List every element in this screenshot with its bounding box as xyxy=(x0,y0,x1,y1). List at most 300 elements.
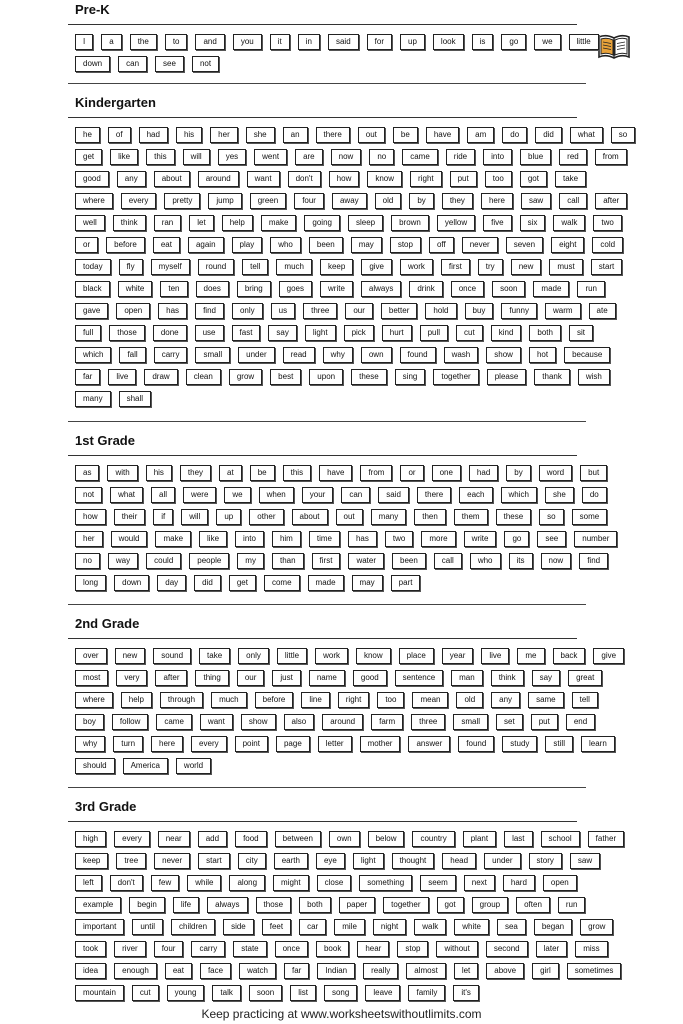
section-divider xyxy=(68,421,586,422)
word-box: live xyxy=(108,369,136,385)
word-rows xyxy=(75,34,591,78)
word-box: gave xyxy=(75,303,108,319)
word-box: get xyxy=(229,575,256,591)
word-box: for xyxy=(367,34,392,50)
word-box: can xyxy=(118,56,147,72)
word-box: cut xyxy=(132,985,159,1001)
word-box: set xyxy=(496,714,523,730)
word-box: don't xyxy=(288,171,321,187)
title-rule xyxy=(68,821,577,822)
word-box: along xyxy=(229,875,265,891)
word-box: us xyxy=(271,303,295,319)
word-box: after xyxy=(595,193,627,209)
word-box: stop xyxy=(390,237,421,253)
word-box: three xyxy=(411,714,445,730)
word-box: came xyxy=(156,714,192,730)
word-row xyxy=(75,347,603,369)
word-box: saw xyxy=(570,853,600,869)
word-box: look xyxy=(433,34,464,50)
word-box: last xyxy=(504,831,532,847)
word-box: much xyxy=(276,259,312,275)
word-box: here xyxy=(151,736,183,752)
word-box: these xyxy=(351,369,387,385)
word-box: family xyxy=(408,985,445,1001)
word-box: mother xyxy=(360,736,401,752)
word-box: people xyxy=(189,553,229,569)
word-box: said xyxy=(328,34,359,50)
word-box: why xyxy=(75,736,105,752)
word-row xyxy=(75,875,585,897)
word-box: white xyxy=(118,281,153,297)
word-box: did xyxy=(535,127,562,143)
word-box: blue xyxy=(520,149,551,165)
word-box: upon xyxy=(309,369,343,385)
word-box: there xyxy=(316,127,350,143)
word-box: above xyxy=(486,963,524,979)
word-box: made xyxy=(308,575,344,591)
word-box: well xyxy=(75,215,105,231)
word-row xyxy=(75,553,601,575)
word-box: keep xyxy=(320,259,353,275)
word-box: sound xyxy=(153,648,191,664)
word-box: make xyxy=(155,531,191,547)
word-box: from xyxy=(595,149,627,165)
word-box: other xyxy=(249,509,283,525)
word-box: under xyxy=(484,853,520,869)
word-box: never xyxy=(154,853,190,869)
word-box: how xyxy=(75,509,106,525)
word-box: open xyxy=(116,303,150,319)
word-box: do xyxy=(502,127,527,143)
word-box: state xyxy=(233,941,266,957)
word-box: fast xyxy=(232,325,261,341)
word-box: into xyxy=(235,531,264,547)
word-box: around xyxy=(198,171,239,187)
word-box: point xyxy=(235,736,268,752)
word-box: both xyxy=(529,325,561,341)
word-box: earth xyxy=(274,853,308,869)
word-box: want xyxy=(247,171,280,187)
word-box: bring xyxy=(237,281,271,297)
word-box: have xyxy=(319,465,352,481)
word-box: very xyxy=(116,670,147,686)
word-box: put xyxy=(531,714,558,730)
word-box: watch xyxy=(239,963,276,979)
word-box: away xyxy=(332,193,367,209)
word-box: end xyxy=(566,714,595,730)
word-rows xyxy=(75,648,617,780)
word-box: few xyxy=(151,875,179,891)
word-box: hold xyxy=(425,303,456,319)
word-box: am xyxy=(467,127,494,143)
word-box: book xyxy=(316,941,349,957)
word-box: between xyxy=(275,831,321,847)
word-box: enough xyxy=(114,963,157,979)
word-row xyxy=(75,531,610,553)
word-box: far xyxy=(284,963,309,979)
word-box: soon xyxy=(249,985,282,1001)
word-box: grow xyxy=(580,919,613,935)
word-box: red xyxy=(559,149,587,165)
word-box: good xyxy=(353,670,387,686)
word-box: would xyxy=(111,531,148,547)
word-box: so xyxy=(539,509,563,525)
word-box: of xyxy=(108,127,131,143)
word-box: time xyxy=(309,531,340,547)
word-box: must xyxy=(549,259,582,275)
word-box: had xyxy=(139,127,168,143)
word-box: see xyxy=(537,531,566,547)
word-box: thought xyxy=(392,853,435,869)
word-box: every xyxy=(121,193,157,209)
word-box: their xyxy=(114,509,146,525)
word-box: side xyxy=(223,919,254,935)
word-row xyxy=(75,919,606,941)
word-box: sing xyxy=(395,369,426,385)
word-box: give xyxy=(593,648,624,664)
word-box: who xyxy=(470,553,501,569)
word-box: took xyxy=(75,941,106,957)
word-box: which xyxy=(75,347,111,363)
word-box: kind xyxy=(491,325,522,341)
open-book-icon xyxy=(596,30,632,62)
section-title: 2nd Grade xyxy=(75,616,140,631)
word-box: run xyxy=(577,281,605,297)
word-box: young xyxy=(167,985,205,1001)
word-box: near xyxy=(158,831,190,847)
word-box: four xyxy=(294,193,324,209)
word-box: were xyxy=(183,487,216,503)
word-box: at xyxy=(219,465,242,481)
word-box: mountain xyxy=(75,985,124,1001)
word-box: by xyxy=(506,465,530,481)
word-box: got xyxy=(437,897,464,913)
word-row xyxy=(75,259,615,281)
word-box: than xyxy=(272,553,304,569)
word-box: little xyxy=(569,34,599,50)
word-box: more xyxy=(421,531,455,547)
word-box: farm xyxy=(371,714,403,730)
word-box: out xyxy=(358,127,385,143)
word-box: great xyxy=(568,670,602,686)
word-row xyxy=(75,736,607,758)
word-box: head xyxy=(442,853,476,869)
word-box: if xyxy=(153,509,173,525)
word-box: just xyxy=(272,670,300,686)
word-box: man xyxy=(451,670,483,686)
word-box: which xyxy=(501,487,537,503)
word-row xyxy=(75,281,597,303)
word-box: began xyxy=(534,919,572,935)
word-box: where xyxy=(75,193,113,209)
word-box: our xyxy=(345,303,373,319)
word-box: they xyxy=(180,465,211,481)
word-box: see xyxy=(155,56,184,72)
word-box: and xyxy=(195,34,224,50)
word-row xyxy=(75,465,600,487)
word-box: small xyxy=(453,714,488,730)
word-box: think xyxy=(113,215,146,231)
word-box: him xyxy=(272,531,301,547)
word-row xyxy=(75,56,585,78)
word-box: talk xyxy=(212,985,240,1001)
word-box: put xyxy=(450,171,477,187)
word-row xyxy=(75,941,600,963)
word-box: what xyxy=(570,127,603,143)
word-box: not xyxy=(192,56,219,72)
word-box: my xyxy=(237,553,264,569)
section-divider xyxy=(68,787,586,788)
word-box: be xyxy=(393,127,418,143)
word-box: the xyxy=(130,34,157,50)
word-box: learn xyxy=(581,736,615,752)
word-row xyxy=(75,215,614,237)
word-box: he xyxy=(75,127,100,143)
word-box: black xyxy=(75,281,110,297)
word-box: now xyxy=(541,553,572,569)
word-box: she xyxy=(246,127,275,143)
word-box: pull xyxy=(420,325,448,341)
word-box: many xyxy=(75,391,111,407)
word-box: help xyxy=(121,692,152,708)
word-box: green xyxy=(250,193,286,209)
word-box: left xyxy=(75,875,102,891)
word-box: how xyxy=(329,171,360,187)
word-box: always xyxy=(207,897,247,913)
word-box: fall xyxy=(119,347,145,363)
word-box: so xyxy=(611,127,635,143)
word-box: hear xyxy=(357,941,389,957)
word-box: new xyxy=(115,648,146,664)
word-box: six xyxy=(520,215,546,231)
word-box: own xyxy=(361,347,392,363)
word-box: think xyxy=(491,670,524,686)
word-box: school xyxy=(541,831,580,847)
word-box: once xyxy=(451,281,484,297)
word-box: really xyxy=(363,963,398,979)
word-box: once xyxy=(275,941,308,957)
word-box: old xyxy=(375,193,402,209)
word-box: always xyxy=(361,281,401,297)
word-box: show xyxy=(241,714,276,730)
word-box: when xyxy=(259,487,294,503)
word-box: wish xyxy=(578,369,610,385)
word-box: an xyxy=(283,127,308,143)
word-box: eight xyxy=(551,237,584,253)
word-box: yes xyxy=(218,149,246,165)
word-box: year xyxy=(442,648,474,664)
word-box: saw xyxy=(521,193,551,209)
word-box: name xyxy=(309,670,345,686)
word-box: a xyxy=(101,34,121,50)
word-box: may xyxy=(351,237,382,253)
word-box: our xyxy=(237,670,265,686)
word-box: be xyxy=(250,465,275,481)
word-box: back xyxy=(553,648,586,664)
word-box: mile xyxy=(334,919,365,935)
word-box: feet xyxy=(262,919,291,935)
word-box: found xyxy=(458,736,494,752)
word-box: pick xyxy=(344,325,374,341)
word-box: follow xyxy=(112,714,148,730)
word-row xyxy=(75,648,617,670)
word-box: use xyxy=(195,325,224,341)
word-box: number xyxy=(574,531,617,547)
word-row xyxy=(75,897,585,919)
word-box: car xyxy=(299,919,326,935)
word-box: important xyxy=(75,919,124,935)
word-box: it's xyxy=(453,985,479,1001)
word-box: are xyxy=(295,149,323,165)
word-box: city xyxy=(238,853,266,869)
word-box: high xyxy=(75,831,106,847)
word-box: like xyxy=(199,531,227,547)
word-box: write xyxy=(320,281,353,297)
word-box: in xyxy=(298,34,320,50)
word-box: now xyxy=(331,149,362,165)
word-row xyxy=(75,127,628,149)
word-box: find xyxy=(195,303,224,319)
word-box: some xyxy=(572,509,608,525)
word-box: America xyxy=(123,758,168,774)
word-rows xyxy=(75,465,610,597)
word-box: up xyxy=(216,509,241,525)
word-box: help xyxy=(222,215,253,231)
word-box: idea xyxy=(75,963,106,979)
word-box: night xyxy=(373,919,406,935)
word-box: two xyxy=(593,215,621,231)
word-box: way xyxy=(108,553,138,569)
word-row xyxy=(75,853,593,875)
word-box: long xyxy=(75,575,106,591)
word-box: where xyxy=(75,692,113,708)
word-box: she xyxy=(545,487,574,503)
word-box: later xyxy=(536,941,568,957)
word-box: sleep xyxy=(348,215,383,231)
word-box: too xyxy=(485,171,512,187)
title-rule xyxy=(68,455,577,456)
word-box: has xyxy=(348,531,377,547)
word-box: stop xyxy=(397,941,428,957)
word-box: next xyxy=(464,875,495,891)
word-box: hard xyxy=(503,875,535,891)
word-box: song xyxy=(324,985,357,1001)
word-box: it xyxy=(270,34,290,50)
word-box: has xyxy=(158,303,187,319)
word-box: children xyxy=(171,919,215,935)
word-box: out xyxy=(336,509,363,525)
word-box: say xyxy=(532,670,560,686)
word-box: without xyxy=(436,941,477,957)
word-box: should xyxy=(75,758,115,774)
word-box: still xyxy=(545,736,573,752)
word-box: mean xyxy=(412,692,448,708)
section-title: 3rd Grade xyxy=(75,799,137,814)
word-box: each xyxy=(459,487,492,503)
word-box: turn xyxy=(113,736,143,752)
word-box: carry xyxy=(154,347,188,363)
word-box: almost xyxy=(406,963,446,979)
word-box: often xyxy=(516,897,550,913)
word-box: little xyxy=(277,648,307,664)
word-box: every xyxy=(191,736,227,752)
word-box: part xyxy=(391,575,421,591)
word-box: take xyxy=(555,171,586,187)
word-box: get xyxy=(75,149,102,165)
word-box: those xyxy=(109,325,145,341)
word-box: world xyxy=(176,758,211,774)
word-box: find xyxy=(579,553,608,569)
word-box: you xyxy=(233,34,262,50)
word-box: with xyxy=(107,465,137,481)
word-box: again xyxy=(188,237,224,253)
word-box: work xyxy=(400,259,433,275)
word-row xyxy=(75,487,599,509)
word-box: here xyxy=(481,193,513,209)
word-box: found xyxy=(400,347,436,363)
word-box: life xyxy=(173,897,199,913)
word-box: say xyxy=(268,325,296,341)
word-box: plant xyxy=(463,831,496,847)
word-box: did xyxy=(194,575,221,591)
word-box: these xyxy=(496,509,532,525)
word-box: about xyxy=(292,509,328,525)
word-box: wash xyxy=(444,347,479,363)
word-box: into xyxy=(483,149,512,165)
word-box: any xyxy=(491,692,520,708)
word-row xyxy=(75,325,585,347)
word-box: tell xyxy=(572,692,598,708)
word-box: can xyxy=(341,487,370,503)
word-box: let xyxy=(454,963,478,979)
word-box: answer xyxy=(408,736,450,752)
word-box: brown xyxy=(391,215,429,231)
word-box: three xyxy=(303,303,337,319)
word-box: no xyxy=(369,149,394,165)
word-box: might xyxy=(273,875,309,891)
word-box: Indian xyxy=(317,963,355,979)
word-box: take xyxy=(199,648,230,664)
word-box: I xyxy=(75,34,93,50)
word-box: we xyxy=(534,34,560,50)
word-box: down xyxy=(114,575,149,591)
word-box: example xyxy=(75,897,121,913)
word-box: right xyxy=(410,171,442,187)
word-box: ate xyxy=(589,303,616,319)
word-box: ride xyxy=(446,149,475,165)
word-box: after xyxy=(155,670,187,686)
word-box: together xyxy=(433,369,478,385)
word-box: eat xyxy=(165,963,192,979)
word-box: five xyxy=(483,215,511,231)
word-box: eye xyxy=(316,853,345,869)
word-box: sit xyxy=(569,325,593,341)
word-box: any xyxy=(117,171,146,187)
word-box: seem xyxy=(420,875,456,891)
word-box: close xyxy=(317,875,352,891)
word-box: around xyxy=(322,714,363,730)
word-box: do xyxy=(582,487,607,503)
word-row xyxy=(75,369,602,391)
word-box: make xyxy=(261,215,297,231)
word-box: new xyxy=(511,259,542,275)
word-box: much xyxy=(211,692,247,708)
section-title: Pre-K xyxy=(75,2,110,17)
word-box: but xyxy=(580,465,607,481)
word-box: have xyxy=(426,127,459,143)
word-box: been xyxy=(392,553,426,569)
word-box: face xyxy=(200,963,231,979)
